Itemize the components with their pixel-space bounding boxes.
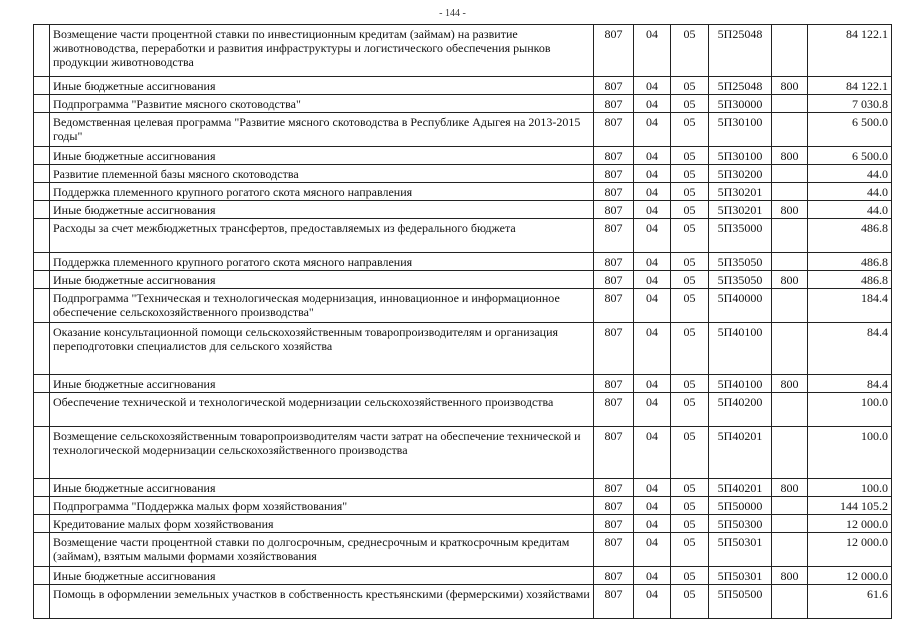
budget-item-name: Кредитование малых форм хозяйствования (50, 515, 594, 533)
row-margin-cell (34, 219, 50, 253)
budget-item-amount: 6 500.0 (808, 147, 892, 165)
table-row (34, 585, 892, 619)
budget-item-amount: 486.8 (808, 271, 892, 289)
budget-item-name: Ведомственная целевая программа "Развитие мясного скотоводства в Республике Адыгея на 2013-2015 годы" (50, 113, 594, 147)
budget-item-section-code: 04 (634, 165, 671, 183)
budget-item-subsection-code: 05 (671, 533, 709, 567)
table-row (34, 515, 892, 533)
budget-item-section-code: 04 (634, 323, 671, 375)
budget-item-amount: 100.0 (808, 393, 892, 427)
budget-item-subsection-code: 05 (671, 567, 709, 585)
row-margin-cell (34, 147, 50, 165)
budget-item-subsection-code: 05 (671, 201, 709, 219)
budget-item-target-code: 5П50300 (709, 515, 772, 533)
budget-item-target-code: 5П40100 (709, 323, 772, 375)
table-row (34, 113, 892, 147)
budget-item-target-code: 5П30201 (709, 183, 772, 201)
budget-item-expense-type (772, 585, 808, 619)
row-margin-cell (34, 567, 50, 585)
row-margin-cell (34, 497, 50, 515)
row-margin-cell (34, 77, 50, 95)
budget-item-name: Иные бюджетные ассигнования (50, 271, 594, 289)
budget-item-ministry-code: 807 (594, 95, 634, 113)
budget-item-target-code: 5П40000 (709, 289, 772, 323)
budget-item-section-code: 04 (634, 515, 671, 533)
budget-item-name: Обеспечение технической и технологической модернизации сельскохозяйственного производства (50, 393, 594, 427)
table-row (34, 219, 892, 253)
budget-item-expense-type (772, 183, 808, 201)
budget-item-section-code: 04 (634, 271, 671, 289)
budget-item-target-code: 5П30201 (709, 201, 772, 219)
budget-item-target-code: 5П25048 (709, 77, 772, 95)
budget-item-ministry-code: 807 (594, 497, 634, 515)
table-row (34, 253, 892, 271)
budget-item-amount: 44.0 (808, 201, 892, 219)
budget-item-expense-type (772, 95, 808, 113)
row-margin-cell (34, 393, 50, 427)
budget-item-name: Иные бюджетные ассигнования (50, 567, 594, 585)
budget-item-name: Подпрограмма "Поддержка малых форм хозяйствования" (50, 497, 594, 515)
budget-item-subsection-code: 05 (671, 147, 709, 165)
table-row (34, 479, 892, 497)
row-margin-cell (34, 585, 50, 619)
table-row (34, 289, 892, 323)
budget-item-name: Возмещение сельскохозяйственным товаропроизводителям части затрат на обеспечение технической и технологической модернизации сельскохозяйственного производства (50, 427, 594, 479)
budget-item-expense-type (772, 427, 808, 479)
budget-item-subsection-code: 05 (671, 479, 709, 497)
budget-item-section-code: 04 (634, 479, 671, 497)
budget-item-section-code: 04 (634, 375, 671, 393)
budget-item-name: Иные бюджетные ассигнования (50, 147, 594, 165)
table-row (34, 497, 892, 515)
budget-item-target-code: 5П30000 (709, 95, 772, 113)
budget-item-target-code: 5П35050 (709, 271, 772, 289)
row-margin-cell (34, 289, 50, 323)
budget-item-amount: 12 000.0 (808, 533, 892, 567)
table-row (34, 201, 892, 219)
budget-item-section-code: 04 (634, 289, 671, 323)
table-row (34, 165, 892, 183)
budget-item-name: Иные бюджетные ассигнования (50, 201, 594, 219)
budget-item-ministry-code: 807 (594, 147, 634, 165)
budget-item-expense-type (772, 113, 808, 147)
budget-item-amount: 44.0 (808, 165, 892, 183)
budget-item-section-code: 04 (634, 183, 671, 201)
budget-item-amount: 100.0 (808, 479, 892, 497)
row-margin-cell (34, 427, 50, 479)
row-margin-cell (34, 375, 50, 393)
budget-item-subsection-code: 05 (671, 25, 709, 77)
budget-item-target-code: 5П40200 (709, 393, 772, 427)
budget-item-ministry-code: 807 (594, 375, 634, 393)
budget-item-section-code: 04 (634, 533, 671, 567)
budget-item-ministry-code: 807 (594, 533, 634, 567)
budget-item-amount: 6 500.0 (808, 113, 892, 147)
budget-item-amount: 84 122.1 (808, 77, 892, 95)
budget-item-expense-type (772, 323, 808, 375)
budget-item-section-code: 04 (634, 219, 671, 253)
budget-item-subsection-code: 05 (671, 497, 709, 515)
budget-item-target-code: 5П30200 (709, 165, 772, 183)
budget-item-ministry-code: 807 (594, 165, 634, 183)
row-margin-cell (34, 25, 50, 77)
budget-item-section-code: 04 (634, 427, 671, 479)
budget-item-target-code: 5П25048 (709, 25, 772, 77)
budget-item-section-code: 04 (634, 567, 671, 585)
budget-item-expense-type: 800 (772, 147, 808, 165)
budget-item-name: Поддержка племенного крупного рогатого скота мясного направления (50, 183, 594, 201)
budget-item-amount: 7 030.8 (808, 95, 892, 113)
budget-item-expense-type (772, 515, 808, 533)
budget-item-ministry-code: 807 (594, 77, 634, 95)
budget-item-name: Иные бюджетные ассигнования (50, 375, 594, 393)
table-row (34, 183, 892, 201)
budget-item-amount: 44.0 (808, 183, 892, 201)
budget-item-section-code: 04 (634, 147, 671, 165)
budget-item-amount: 12 000.0 (808, 515, 892, 533)
table-row (34, 533, 892, 567)
row-margin-cell (34, 479, 50, 497)
budget-item-subsection-code: 05 (671, 515, 709, 533)
budget-item-amount: 144 105.2 (808, 497, 892, 515)
budget-item-amount: 12 000.0 (808, 567, 892, 585)
budget-item-expense-type (772, 497, 808, 515)
row-margin-cell (34, 515, 50, 533)
budget-item-expense-type (772, 533, 808, 567)
budget-item-name: Возмещение части процентной ставки по долгосрочным, среднесрочным и краткосрочным кредитам (займам), взятым малыми формами хозяйствования (50, 533, 594, 567)
row-margin-cell (34, 253, 50, 271)
row-margin-cell (34, 533, 50, 567)
budget-item-expense-type (772, 165, 808, 183)
budget-item-subsection-code: 05 (671, 165, 709, 183)
budget-item-ministry-code: 807 (594, 113, 634, 147)
budget-item-expense-type (772, 253, 808, 271)
budget-item-amount: 486.8 (808, 253, 892, 271)
budget-item-ministry-code: 807 (594, 479, 634, 497)
budget-item-section-code: 04 (634, 95, 671, 113)
budget-item-name: Поддержка племенного крупного рогатого скота мясного направления (50, 253, 594, 271)
row-margin-cell (34, 95, 50, 113)
budget-item-name: Помощь в оформлении земельных участков в собственность крестьянскими (фермерскими) хозяйствами (50, 585, 594, 619)
budget-item-subsection-code: 05 (671, 375, 709, 393)
budget-item-subsection-code: 05 (671, 289, 709, 323)
budget-item-subsection-code: 05 (671, 427, 709, 479)
budget-item-target-code: 5П35000 (709, 219, 772, 253)
budget-item-subsection-code: 05 (671, 323, 709, 375)
budget-item-amount: 84.4 (808, 375, 892, 393)
budget-item-ministry-code: 807 (594, 393, 634, 427)
budget-item-ministry-code: 807 (594, 219, 634, 253)
budget-item-expense-type: 800 (772, 271, 808, 289)
budget-item-section-code: 04 (634, 201, 671, 219)
budget-item-expense-type: 800 (772, 77, 808, 95)
budget-item-section-code: 04 (634, 113, 671, 147)
row-margin-cell (34, 201, 50, 219)
budget-item-section-code: 04 (634, 393, 671, 427)
budget-item-name: Расходы за счет межбюджетных трансфертов, предоставляемых из федерального бюджета (50, 219, 594, 253)
budget-item-amount: 61.6 (808, 585, 892, 619)
budget-item-amount: 100.0 (808, 427, 892, 479)
budget-item-amount: 84 122.1 (808, 25, 892, 77)
table-row (34, 393, 892, 427)
table-row (34, 375, 892, 393)
budget-item-expense-type: 800 (772, 567, 808, 585)
row-margin-cell (34, 165, 50, 183)
budget-item-ministry-code: 807 (594, 271, 634, 289)
row-margin-cell (34, 323, 50, 375)
budget-item-section-code: 04 (634, 77, 671, 95)
budget-item-section-code: 04 (634, 585, 671, 619)
budget-item-ministry-code: 807 (594, 567, 634, 585)
table-row (34, 567, 892, 585)
budget-item-target-code: 5П50301 (709, 567, 772, 585)
row-margin-cell (34, 113, 50, 147)
budget-item-ministry-code: 807 (594, 427, 634, 479)
budget-item-name: Подпрограмма "Техническая и технологическая модернизация, инновационное и информационное обеспечение сельскохозяйственного производства" (50, 289, 594, 323)
budget-table (33, 24, 892, 619)
table-row (34, 427, 892, 479)
budget-item-target-code: 5П50500 (709, 585, 772, 619)
budget-item-ministry-code: 807 (594, 253, 634, 271)
table-row (34, 77, 892, 95)
budget-item-ministry-code: 807 (594, 289, 634, 323)
budget-item-expense-type (772, 289, 808, 323)
budget-item-subsection-code: 05 (671, 219, 709, 253)
table-row (34, 147, 892, 165)
budget-item-amount: 184.4 (808, 289, 892, 323)
budget-item-name: Развитие племенной базы мясного скотоводства (50, 165, 594, 183)
budget-item-expense-type (772, 25, 808, 77)
budget-item-target-code: 5П40201 (709, 479, 772, 497)
budget-item-target-code: 5П40201 (709, 427, 772, 479)
budget-item-ministry-code: 807 (594, 323, 634, 375)
budget-item-subsection-code: 05 (671, 113, 709, 147)
budget-item-expense-type: 800 (772, 201, 808, 219)
row-margin-cell (34, 271, 50, 289)
table-row (34, 271, 892, 289)
budget-item-amount: 486.8 (808, 219, 892, 253)
budget-item-expense-type: 800 (772, 479, 808, 497)
budget-item-ministry-code: 807 (594, 585, 634, 619)
budget-item-ministry-code: 807 (594, 183, 634, 201)
budget-item-subsection-code: 05 (671, 271, 709, 289)
budget-item-name: Иные бюджетные ассигнования (50, 479, 594, 497)
budget-item-subsection-code: 05 (671, 183, 709, 201)
budget-item-name: Возмещение части процентной ставки по инвестиционным кредитам (займам) на развитие животноводства, переработки и развития инфраструктуры и логистического обеспечения рынков продукции животноводства (50, 25, 594, 77)
budget-item-section-code: 04 (634, 253, 671, 271)
budget-item-section-code: 04 (634, 497, 671, 515)
budget-item-target-code: 5П30100 (709, 113, 772, 147)
budget-item-ministry-code: 807 (594, 515, 634, 533)
page-number: - 144 - (439, 8, 466, 19)
budget-item-subsection-code: 05 (671, 585, 709, 619)
budget-item-expense-type: 800 (772, 375, 808, 393)
table-row (34, 323, 892, 375)
budget-item-section-code: 04 (634, 25, 671, 77)
budget-item-ministry-code: 807 (594, 201, 634, 219)
budget-item-expense-type (772, 393, 808, 427)
budget-item-subsection-code: 05 (671, 253, 709, 271)
table-row (34, 95, 892, 113)
budget-item-target-code: 5П40100 (709, 375, 772, 393)
budget-item-target-code: 5П30100 (709, 147, 772, 165)
budget-item-expense-type (772, 219, 808, 253)
table-row (34, 25, 892, 77)
budget-item-name: Иные бюджетные ассигнования (50, 77, 594, 95)
budget-item-name: Подпрограмма "Развитие мясного скотоводства" (50, 95, 594, 113)
budget-item-subsection-code: 05 (671, 393, 709, 427)
budget-item-target-code: 5П50000 (709, 497, 772, 515)
budget-item-target-code: 5П50301 (709, 533, 772, 567)
budget-item-name: Оказание консультационной помощи сельскохозяйственным товаропроизводителям и организация переподготовки специалистов для сельского хозяйства (50, 323, 594, 375)
row-margin-cell (34, 183, 50, 201)
budget-item-ministry-code: 807 (594, 25, 634, 77)
budget-item-subsection-code: 05 (671, 95, 709, 113)
budget-item-subsection-code: 05 (671, 77, 709, 95)
budget-item-target-code: 5П35050 (709, 253, 772, 271)
budget-item-amount: 84.4 (808, 323, 892, 375)
